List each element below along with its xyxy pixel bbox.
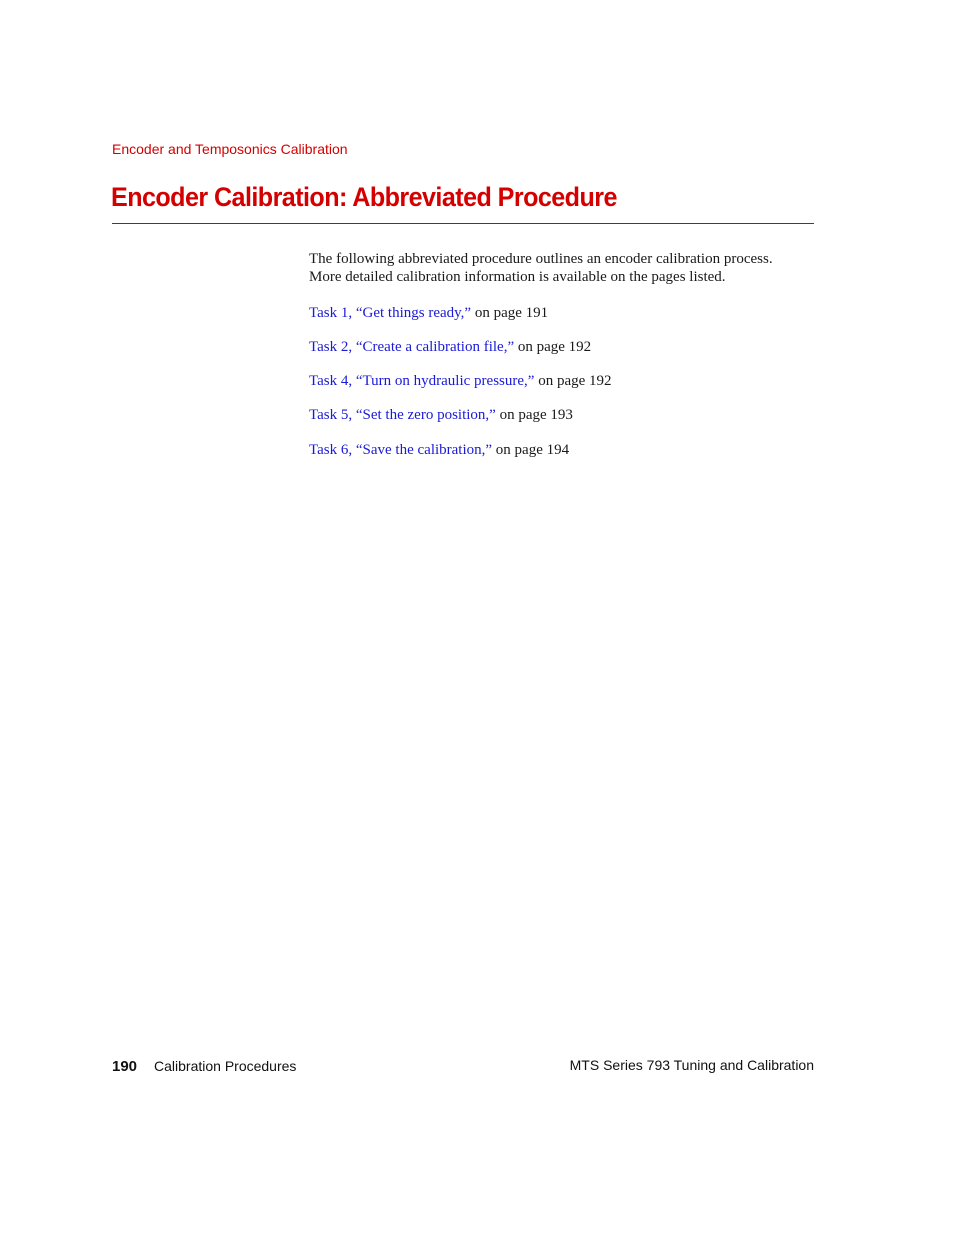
footer-page-number: 190 bbox=[112, 1058, 138, 1075]
task-link-1[interactable]: Task 1, “Get things ready,” bbox=[309, 305, 472, 321]
task-link-4[interactable]: Task 4, “Turn on hydraulic pressure,” bbox=[309, 373, 535, 389]
task-page-ref: on page 191 bbox=[471, 305, 549, 321]
task-item bbox=[309, 372, 612, 390]
task-item bbox=[309, 304, 548, 322]
task-page-ref: on page 192 bbox=[514, 339, 592, 355]
task-item bbox=[309, 338, 591, 356]
intro-paragraph bbox=[309, 250, 809, 286]
task-item bbox=[309, 441, 569, 459]
footer-chapter-title: Calibration Procedures bbox=[154, 1058, 297, 1074]
breadcrumb: Encoder and Temposonics Calibration bbox=[112, 141, 348, 157]
task-item bbox=[309, 406, 573, 424]
task-page-ref: on page 192 bbox=[534, 373, 612, 389]
intro-line-1: The following abbreviated procedure outlines an encoder calibration process. bbox=[309, 251, 773, 267]
task-link-6[interactable]: Task 6, “Save the calibration,” bbox=[309, 442, 493, 458]
task-link-5[interactable]: Task 5, “Set the zero position,” bbox=[309, 407, 496, 423]
title-rule bbox=[112, 223, 814, 224]
task-page-ref: on page 194 bbox=[492, 442, 570, 458]
content bbox=[309, 250, 809, 458]
intro-line-2: More detailed calibration information is available on the pages listed. bbox=[309, 269, 726, 285]
page-title: Encoder Calibration: Abbreviated Procedure bbox=[111, 182, 617, 212]
task-page-ref: on page 193 bbox=[495, 407, 573, 423]
task-link-2[interactable]: Task 2, “Create a calibration file,” bbox=[309, 339, 515, 355]
footer-manual-title: MTS Series 793 Tuning and Calibration bbox=[569, 1057, 814, 1073]
